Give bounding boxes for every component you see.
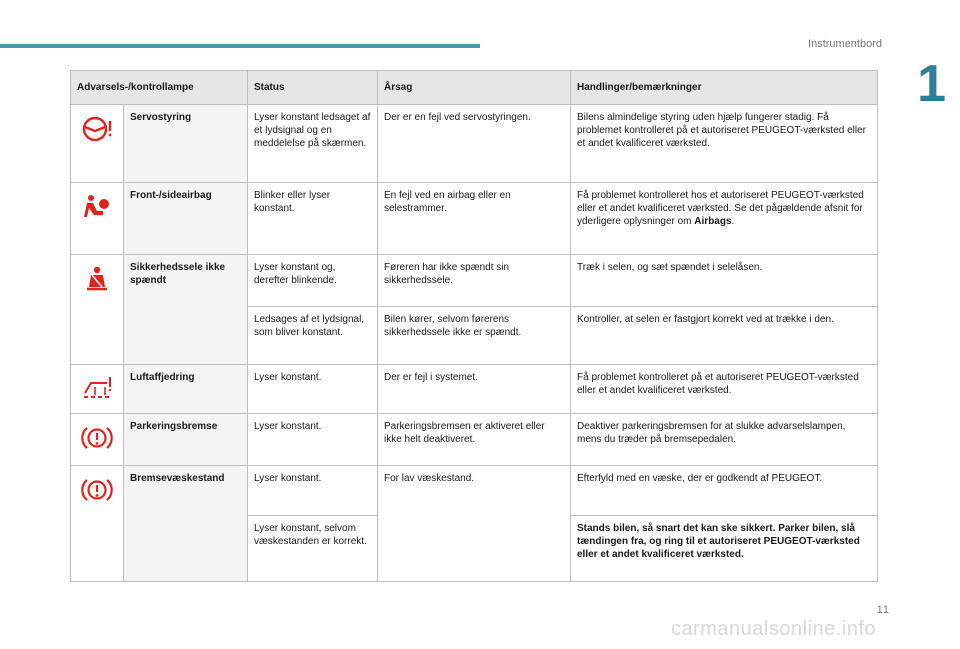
cause-text: Føreren har ikke spændt sin sikkerhedssele. — [378, 255, 571, 307]
table-row — [71, 105, 878, 183]
action-text: Træk i selen, og sæt spændet i selelåsen. — [571, 255, 878, 307]
action-text-end: . — [731, 216, 735, 227]
status-text: Lyser konstant og, derefter blinkende. — [248, 255, 378, 307]
cause-text: Parkeringsbremsen er aktiveret eller ikke helt deaktiveret. — [378, 414, 571, 466]
page-number: 11 — [876, 604, 890, 616]
table-row — [71, 183, 878, 255]
column-header-lamp: Advarsels-/kontrollampe — [71, 71, 248, 105]
cause-text: Bilen kører, selvom førerens sikkerhedssele ikke er spændt. — [378, 307, 571, 365]
status-text: Lyser konstant. — [248, 466, 378, 516]
action-text: Bilens almindelige styring uden hjælp fungerer stadig. Få problemet kontrolleret på et autoriseret PEUGEOT-værksted eller et andet kvalificeret værksted. — [571, 105, 878, 183]
action-text — [571, 183, 878, 255]
action-text: Kontroller, at selen er fastgjort korrekt ved at trække i den. — [571, 307, 878, 365]
brake-fluid-icon — [81, 476, 113, 504]
status-text: Ledsages af et lydsignal, som bliver konstant. — [248, 307, 378, 365]
status-text: Lyser konstant. — [248, 414, 378, 466]
cause-text: Der er fejl i systemet. — [378, 365, 571, 414]
parking-brake-icon — [81, 424, 113, 452]
action-link-airbags: Airbags — [694, 216, 732, 227]
air-suspension-icon — [81, 375, 113, 403]
header-accent-bar — [0, 44, 480, 48]
cause-text: En fejl ved en airbag eller en selestrammer. — [378, 183, 571, 255]
column-header-cause: Årsag — [378, 71, 571, 105]
lamp-name: Parkeringsbremse — [124, 414, 248, 466]
cause-text: Der er en fejl ved servostyringen. — [378, 105, 571, 183]
chapter-number: 1 — [917, 55, 946, 113]
action-text-main: Få problemet kontrolleret hos et autoriseret PEUGEOT-værksted eller et andet kvalificeret værksted. Se det pågældende afsnit for yderligere oplysninger om — [577, 190, 864, 227]
table-row — [71, 466, 878, 516]
column-header-status: Status — [248, 71, 378, 105]
action-text: Deaktiver parkeringsbremsen for at slukke advarselslampen, mens du træder på bremsepedalen. — [571, 414, 878, 466]
seatbelt-icon — [81, 265, 113, 293]
status-text: Lyser konstant. — [248, 365, 378, 414]
lamp-name: Sikkerhedssele ikke spændt — [124, 255, 248, 365]
lamp-name: Bremsevæskestand — [124, 466, 248, 582]
steering-wheel-warning-icon — [81, 115, 113, 143]
action-text: Stands bilen, så snart det kan ske sikkert. Parker bilen, slå tændingen fra, og ring til et autoriseret PEUGEOT-værksted eller et andet kvalificeret værksted. — [571, 516, 878, 582]
table-row — [71, 255, 878, 307]
status-text: Blinker eller lyser konstant. — [248, 183, 378, 255]
section-title: Instrumentbord — [808, 38, 882, 50]
airbag-icon — [81, 193, 113, 221]
table-row — [71, 414, 878, 466]
warning-lamps-table — [70, 70, 878, 582]
table-header-row — [71, 71, 878, 105]
column-header-action: Handlinger/bemærkninger — [571, 71, 878, 105]
cause-text: For lav væskestand. — [378, 466, 571, 582]
status-text: Lyser konstant ledsaget af et lydsignal og en meddelelse på skærmen. — [248, 105, 378, 183]
action-text: Få problemet kontrolleret på et autoriseret PEUGEOT-værksted eller et andet kvalificeret værksted. — [571, 365, 878, 414]
table-row — [71, 365, 878, 414]
lamp-name: Servostyring — [124, 105, 248, 183]
lamp-name: Luftaffjedring — [124, 365, 248, 414]
watermark: carmanualsonline.info — [670, 618, 876, 640]
lamp-name: Front-/sideairbag — [124, 183, 248, 255]
action-text: Efterfyld med en væske, der er godkendt af PEUGEOT. — [571, 466, 878, 516]
status-text: Lyser konstant, selvom væskestanden er korrekt. — [248, 516, 378, 582]
